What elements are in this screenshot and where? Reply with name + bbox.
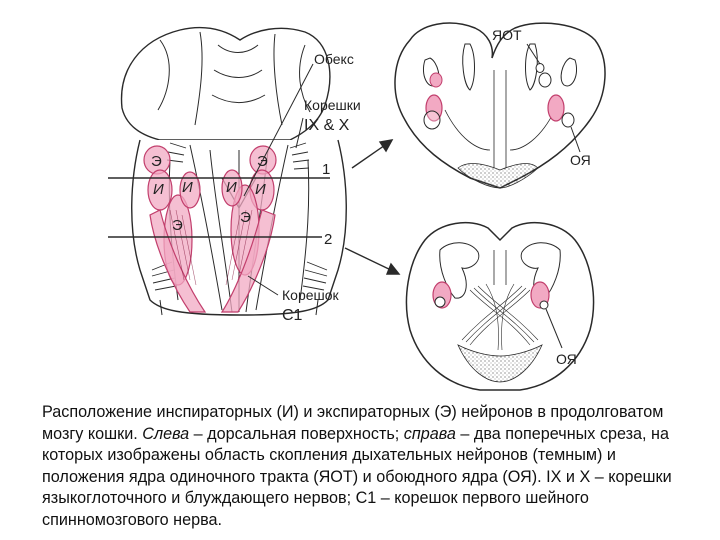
label-i-right-inner: И [226, 179, 237, 196]
label-root-c1-line1: Корешок [282, 287, 339, 303]
caption-right-word: справа [403, 424, 456, 443]
label-root-c1-line2: C1 [282, 307, 303, 324]
label-e-right-lower: Э [240, 209, 251, 226]
label-yaot: ЯОТ [492, 27, 522, 43]
label-e-left-lower: Э [172, 217, 183, 234]
figure-caption [42, 402, 702, 532]
label-roots-ix-x-line2: IX & X [304, 117, 350, 134]
label-i-left: И [153, 181, 164, 198]
label-e-right: Э [257, 153, 268, 170]
label-section-1: 1 [322, 161, 331, 178]
caption-part-3: – два поперечных среза, на которых изображены область скопления дыхательных нейронов (темным) и положения ядра одиночного тракта (ЯОТ) и обоюдного ядра (ОЯ). IX и X – корешки языкоглоточного и блуждающего нервов; C1 – корешок первого шейного спинномозгового нерва. [42, 424, 672, 529]
caption-left-word: Слева [142, 424, 190, 443]
label-oya-bottom: ОЯ [556, 351, 577, 367]
label-obex: Обекс [314, 51, 354, 67]
label-section-2: 2 [324, 231, 333, 248]
label-e-left: Э [151, 153, 162, 170]
label-i-right: И [255, 181, 266, 198]
label-roots-ix-x-line1: Корешки [304, 97, 361, 113]
caption-part-2: – дорсальная поверхность; [189, 424, 404, 443]
arrows [345, 140, 399, 274]
label-oya-top: ОЯ [570, 152, 591, 168]
caption-part-1: Расположение инспираторных (И) и экспираторных (Э) нейронов в продолговатом мозгу кошки. [42, 403, 664, 443]
label-i-left-inner: И [182, 179, 193, 196]
